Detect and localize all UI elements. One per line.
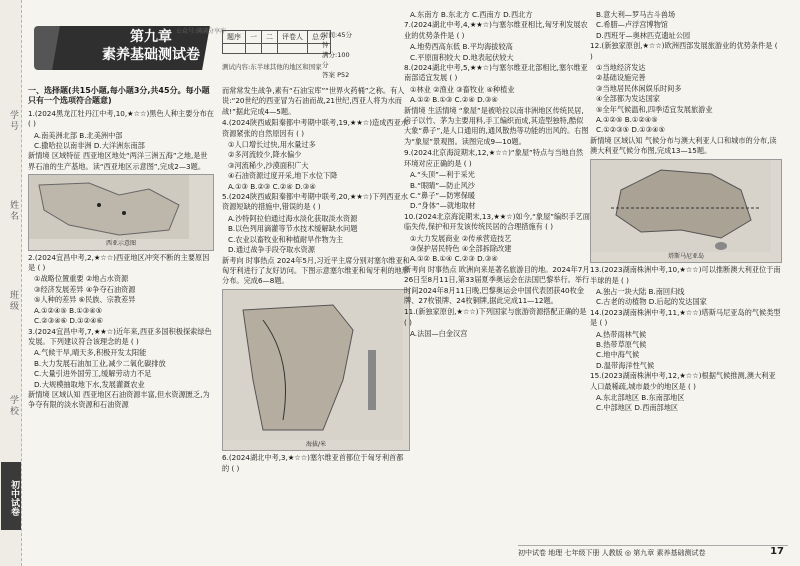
question-text: 新情境 生活情境 “象屋”是被哈拉以南非洲地区传统民居,房子以竹、茅为主要用料,手工编织而成,其造型独特,酷似大象“鼻子”,是人口通用的,通风散热等功能的出风的。右图为“象屋”景观图。读图完成9—10题。 xyxy=(404,105,589,146)
answer-option: C.希腊—卢浮宫博物馆 xyxy=(596,20,668,30)
question-text: ④全部都为发达国家 xyxy=(596,94,660,104)
question-text: 15.(2023湖南株洲中考,12,★☆☆)根据气候推测,澳大利亚人口最稀疏,城市最少的地区是 ( ) xyxy=(590,371,776,391)
question-text: ④石油资源过度开采,地下水位下降 xyxy=(228,171,338,181)
answer-option: A.气候干旱,晴天多,积极开发太阳能 xyxy=(34,348,147,358)
answer-option: A.“头顶”—利于采光 xyxy=(410,170,475,180)
answer-option: A.东北部地区 B.东南部地区 xyxy=(596,392,685,402)
question-text: 8.(2024湖北中考,5,★★☆)与塞尔维亚北部相比,塞尔维亚南部适宜发展 ( ) xyxy=(404,63,588,83)
serbia-hungary-map xyxy=(222,289,410,451)
score-cell: 评卷人 xyxy=(278,31,308,44)
footer xyxy=(518,545,788,558)
answer-option: B.意大利—罗马古斗兽场 xyxy=(596,10,676,19)
question-text: 新考向 时事热点 2024年5月,习近平主席分别对塞尔维亚和匈牙利进行了友好访问。下图示意塞尔维亚和匈牙利的地形分布。完成6—8题。 xyxy=(222,255,410,286)
answer-option: A.东南方 B.东北方 C.西南方 D.西北方 xyxy=(410,10,533,19)
question-text: 10.(2024北京海淀期末,13,★★☆)如今,“象屋”编织手艺面临失传,保护和开发该传统民居的合理措施有 ( ) xyxy=(404,211,590,232)
name-label: 姓名 xyxy=(8,200,18,222)
answer-option: A.①②④⑤ B.①③④⑤ xyxy=(34,305,103,315)
answer-option: B.以色列用滴灌等节水技术缓解缺水问题 xyxy=(228,224,358,234)
answer-ref: 答案 P52 xyxy=(322,71,350,79)
score-cell: 总分 xyxy=(308,31,331,44)
question-text: 一、选择题(共15小题,每小题3分,共45分。每小题只有一个选项符合题意) xyxy=(28,86,210,106)
question-text: ⑤人种的差异 ⑥民族、宗教差异 xyxy=(34,295,136,305)
answer-option: C.②③④⑥ D.①②④⑥ xyxy=(34,316,103,326)
figure-caption: 西亚示意图 xyxy=(105,240,136,248)
question-text: 新情境 区域特征 西亚地区地处“两洋三洲五海”之地,是世界石油的生产基地。读“西亚地区示意图”,完成2—3题。 xyxy=(28,151,208,171)
brand-logo: 初中试卷 xyxy=(1,462,21,530)
question-text: ⑤全年气候温和,四季适宜发展旅游业 xyxy=(596,104,713,114)
column-1 xyxy=(28,86,214,412)
answer-option: B.“眼睛”—防止风沙 xyxy=(410,180,475,190)
full-score-label: 满分:100分 xyxy=(322,51,350,69)
school-label: 学校 xyxy=(8,395,18,417)
answer-option: C.撒哈拉以南非洲 D.大洋洲东南部 xyxy=(34,141,145,151)
question-text: 而常常发生战争,素有“石油宝库”“世界火药桶”之称。有人说:“20世纪的西亚冒为石油而战,21世纪,西亚人将为水而战!”据此完成4—5题。 xyxy=(222,86,405,116)
question-text: ①林业 ②渔业 ③畜牧业 ④种植业 xyxy=(410,84,515,94)
answer-option: C.①②③⑤ D.①③④⑤ xyxy=(596,125,665,135)
time-info xyxy=(322,30,356,80)
answer-option: A.沙特阿拉伯通过海水淡化获取淡水资源 xyxy=(228,213,358,223)
answer-option: D.大规模抽取地下水,发展灌溉农业 xyxy=(34,379,145,389)
question-text: 11.(新独家原创,★☆☆)下列国家与旅游资源搭配正确的是 ( ) xyxy=(404,307,587,327)
answer-option: A.独占一块大陆 B.南回归线 xyxy=(596,286,685,296)
figure-caption: 海拔/米 xyxy=(305,440,327,448)
question-text: ②多河流较少,降水偏少 xyxy=(228,150,302,160)
answer-option: A.①②⑤ B.①②④⑤ xyxy=(596,115,658,125)
page-title: 第九章 素养基础测试卷 xyxy=(102,29,200,63)
question-text: 13.(2023湖南株洲中考,10,★☆☆)可以推断澳大利亚位于南半球的是 ( ) xyxy=(590,265,781,285)
question-text: 6.(2024湖北中考,3,★☆☆)塞尔维亚首都位于匈牙利首都的 ( ) xyxy=(222,453,404,473)
column-3 xyxy=(404,10,590,340)
answer-option: A.①③ B.②③ C.②④ D.③④ xyxy=(228,181,316,191)
question-text: 新考向 时事热点 欧洲向来是著名旅游目的地。2024年7月26日至8月11日,第33届夏季奥运会在法国巴黎举行。举行时间2024年8月11日晚,巴黎奥运会中国代表团获40枚金牌、27枚银牌、24枚铜牌,据此完成11—12题。 xyxy=(404,264,590,305)
west-asia-map xyxy=(28,174,214,250)
question-text: ①人口增长过快,用水量过多 xyxy=(228,140,316,150)
question-text: ①当地经济发达 xyxy=(596,63,646,73)
time-label: 时间:45分钟 xyxy=(322,31,352,49)
question-text: 9.(2024北京海淀期末,12,★☆☆)“象屋”特点与当地自然环境对应正确的是 ( ) xyxy=(404,148,584,168)
answer-option: C.农业以畜牧业和种植耐旱作物为主 xyxy=(228,234,344,244)
score-table xyxy=(222,30,331,54)
answer-option: C.“鼻子”—防寒保暖 xyxy=(410,190,476,200)
question-text: ①战略位置重要 ②地占水资源 xyxy=(34,274,129,284)
class-label: 班级 xyxy=(8,290,18,312)
answer-option: A.热带雨林气候 xyxy=(596,329,647,339)
score-cell: 二 xyxy=(262,31,278,44)
answer-option: C.古老的动植物 D.后起的发达国家 xyxy=(596,297,707,307)
answer-option: A.南美洲北部 B.北美洲中部 xyxy=(34,130,123,140)
question-text: 5.(2024陕西咸阳秦都中考期中联考,20,★★☆)下列西亚水资源短缺的措施中,错误的是 ( ) xyxy=(222,192,408,212)
question-text: 7.(2024湖北中考,4,★★☆)与塞尔维亚相比,匈牙利发展农业的优势条件是 ( ) xyxy=(404,20,588,40)
answer-option: B.大力发展石油加工业,减少二氧化碳排放 xyxy=(34,358,166,368)
column-4 xyxy=(590,10,782,414)
question-text: 新情境 区域认知 气候分布与澳大利亚人口和城市的分布,读澳大利亚气候分布图,完成13—15题。 xyxy=(590,135,777,156)
footer-text: 初中试卷 地理 七年级下册 人教版 ◎ 第九章 素养基础测试卷 xyxy=(518,549,706,557)
answer-option: C.中部地区 D.西南部地区 xyxy=(596,403,679,413)
figure-caption: 塔斯马尼亚岛 xyxy=(667,252,704,260)
question-text: 新情境 区域认知 西亚地区石油资源丰富,但水资源匮乏,为争夺有限的淡水资源和石油资源 xyxy=(28,389,210,410)
answer-option: C.大量引进外国劳工,缓解劳动力不足 xyxy=(34,369,152,379)
answer-option: A.①② B.①③ C.②④ D.③④ xyxy=(410,95,498,105)
answer-option: D.温带海洋性气候 xyxy=(596,360,655,370)
answer-option: D.通过战争手段夺取水资源 xyxy=(228,245,315,255)
score-cell: 一 xyxy=(246,31,262,44)
student-id-label: 学号 xyxy=(8,110,18,132)
watermark: 公众号:满满分享库 xyxy=(176,28,227,35)
binding-strip xyxy=(0,0,22,566)
header xyxy=(26,22,356,79)
test-scope: 测试内容:东半球其他的地区和国家 xyxy=(222,63,322,71)
australia-climate-map xyxy=(590,159,782,263)
score-cell: 题序 xyxy=(223,31,246,44)
answer-option: C.地中海气候 xyxy=(596,350,640,360)
question-text: 2.(2024宜昌中考,2,★☆☆)西亚地区冲突不断的主要原因是 ( ) xyxy=(28,252,210,273)
answer-option: A.法国—白金汉宫 xyxy=(410,329,468,339)
question-text: 3.(2024宜昌中考,7,★★☆)近年来,西亚多国积极探索绿色发展。下列建议符合该理念的是 ( ) xyxy=(28,326,212,346)
answer-option: D.“身体”—就地取材 xyxy=(410,201,476,211)
question-text: ③河流稀少,沙漠面积广大 xyxy=(228,160,309,170)
answer-option: D.西班牙—奥林匹克遗址公园 xyxy=(596,30,691,40)
question-text: ③保护居民特色 ④全部拆除改建 xyxy=(410,243,512,253)
column-2 xyxy=(222,86,410,475)
answer-option: B.热带草原气候 xyxy=(596,339,647,349)
answer-option: C.平原面积较大 D.地表起伏较大 xyxy=(410,52,514,62)
question-text: ②基础设施完善 xyxy=(596,73,646,83)
page-number: 17 xyxy=(770,546,784,557)
question-text: ①大力发展商业 ②传承营造技艺 xyxy=(410,233,512,243)
question-text: 1.(2024黑龙江牡丹江中考,10,★☆☆)黑色人种主要分布在 ( ) xyxy=(28,108,214,129)
answer-option: A.①② B.①④ C.②③ D.③④ xyxy=(410,254,498,264)
question-text: 12.(新独家原创,★☆☆)欧洲西部发展旅游业的优势条件是 ( ) xyxy=(590,41,778,61)
question-text: 4.(2024陕西咸阳秦都中考期中联考,19,★★☆)造成西亚水资源紧张的自然原因有 ( ) xyxy=(222,118,408,138)
question-text: ③当地居民休闲娱乐时间多 xyxy=(596,83,682,93)
question-text: 14.(2023湖南株洲中考,11,★☆☆)塔斯马尼亚岛的气候类型是 ( ) xyxy=(590,307,781,328)
question-text: ③经济发展差异 ④争夺石油资源 xyxy=(34,284,136,294)
answer-option: A.地势西高东低 B.平均海拔较高 xyxy=(410,42,513,52)
